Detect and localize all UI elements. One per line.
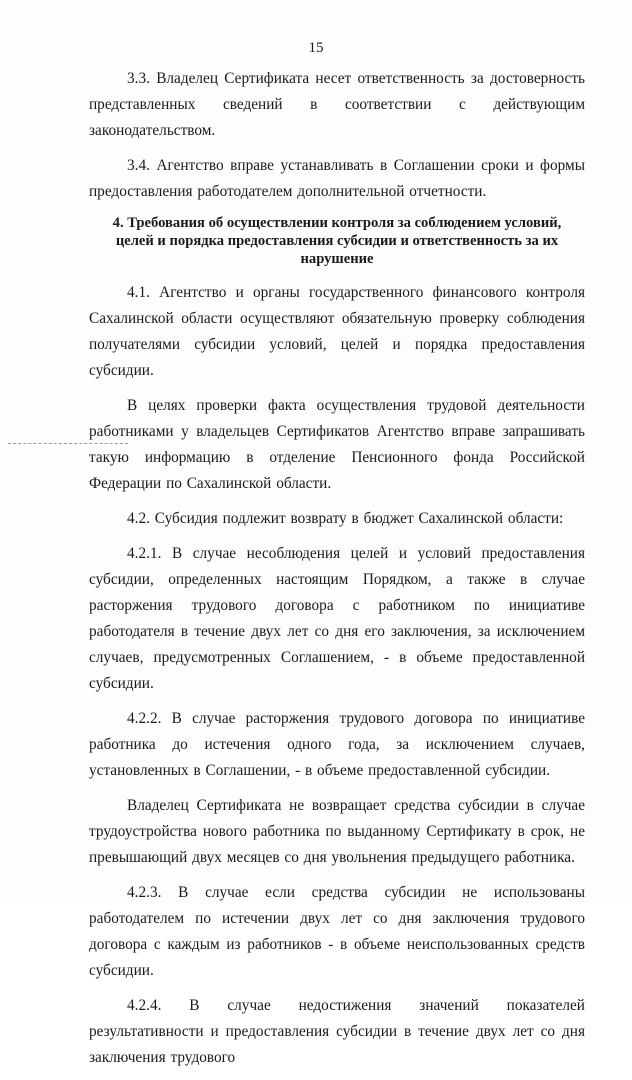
paragraph-4-2-3: 4.2.3. В случае если средства субсидии не использованы работодателем по истечении двух лет со дня заключения трудового договора с каждым из работников - в объеме неиспользованных средств субсидии. bbox=[89, 884, 585, 979]
section-heading-4: 4. Требования об осуществлении контроля за соблюдением условий, целей и порядка предоставления субсидии и ответственность за их нарушение bbox=[112, 215, 562, 267]
paragraph-4-2-1: 4.2.1. В случае несоблюдения целей и условий предоставления субсидии, определенных настоящим Порядком, а также в случае расторжения трудового договора с работником по инициативе работодателя в течение двух лет со дня его заключения, за исключением случаев, предусмотренных Соглашением, - в объеме предоставленной субсидии. bbox=[89, 545, 585, 692]
paragraph-4-2: 4.2. Субсидия подлежит возврату в бюджет Сахалинской области: bbox=[127, 510, 564, 527]
document-body bbox=[89, 66, 585, 1080]
paragraph-3-3: 3.3. Владелец Сертификата несет ответственность за достоверность представленных сведений в соответствии с действующим законодательством. bbox=[89, 70, 585, 139]
page-number: 15 bbox=[308, 40, 324, 56]
paragraph-4-2-2-exception: Владелец Сертификата не возвращает средства субсидии в случае трудоустройства нового работника по выданному Сертификату в срок, не превышающий двух месяцев со дня увольнения предыдущего работника. bbox=[89, 797, 585, 866]
paragraph-4-1-verification: В целях проверки факта осуществления трудовой деятельности работниками у владельцев Сертификатов Агентство вправе запрашивать такую информацию в отделение Пенсионного фонда Российской Федерации по Сахалинской области. bbox=[89, 397, 585, 492]
paragraph-4-2-2: 4.2.2. В случае расторжения трудового договора по инициативе работника до истечения одного года, за исключением случаев, установленных в Соглашении, - в объеме предоставленной субсидии. bbox=[89, 710, 585, 779]
paragraph-4-2-4: 4.2.4. В случае недостижения значений показателей результативности и предоставления субсидии в течение двух лет со дня заключения трудового bbox=[89, 997, 585, 1066]
paragraph-4-1: 4.1. Агентство и органы государственного финансового контроля Сахалинской области осуществляют обязательную проверку соблюдения получателями субсидии условий, целей и порядка предоставления субсидии. bbox=[89, 284, 585, 379]
paragraph-3-4: 3.4. Агентство вправе устанавливать в Соглашении сроки и формы предоставления работодателем дополнительной отчетности. bbox=[89, 157, 585, 200]
